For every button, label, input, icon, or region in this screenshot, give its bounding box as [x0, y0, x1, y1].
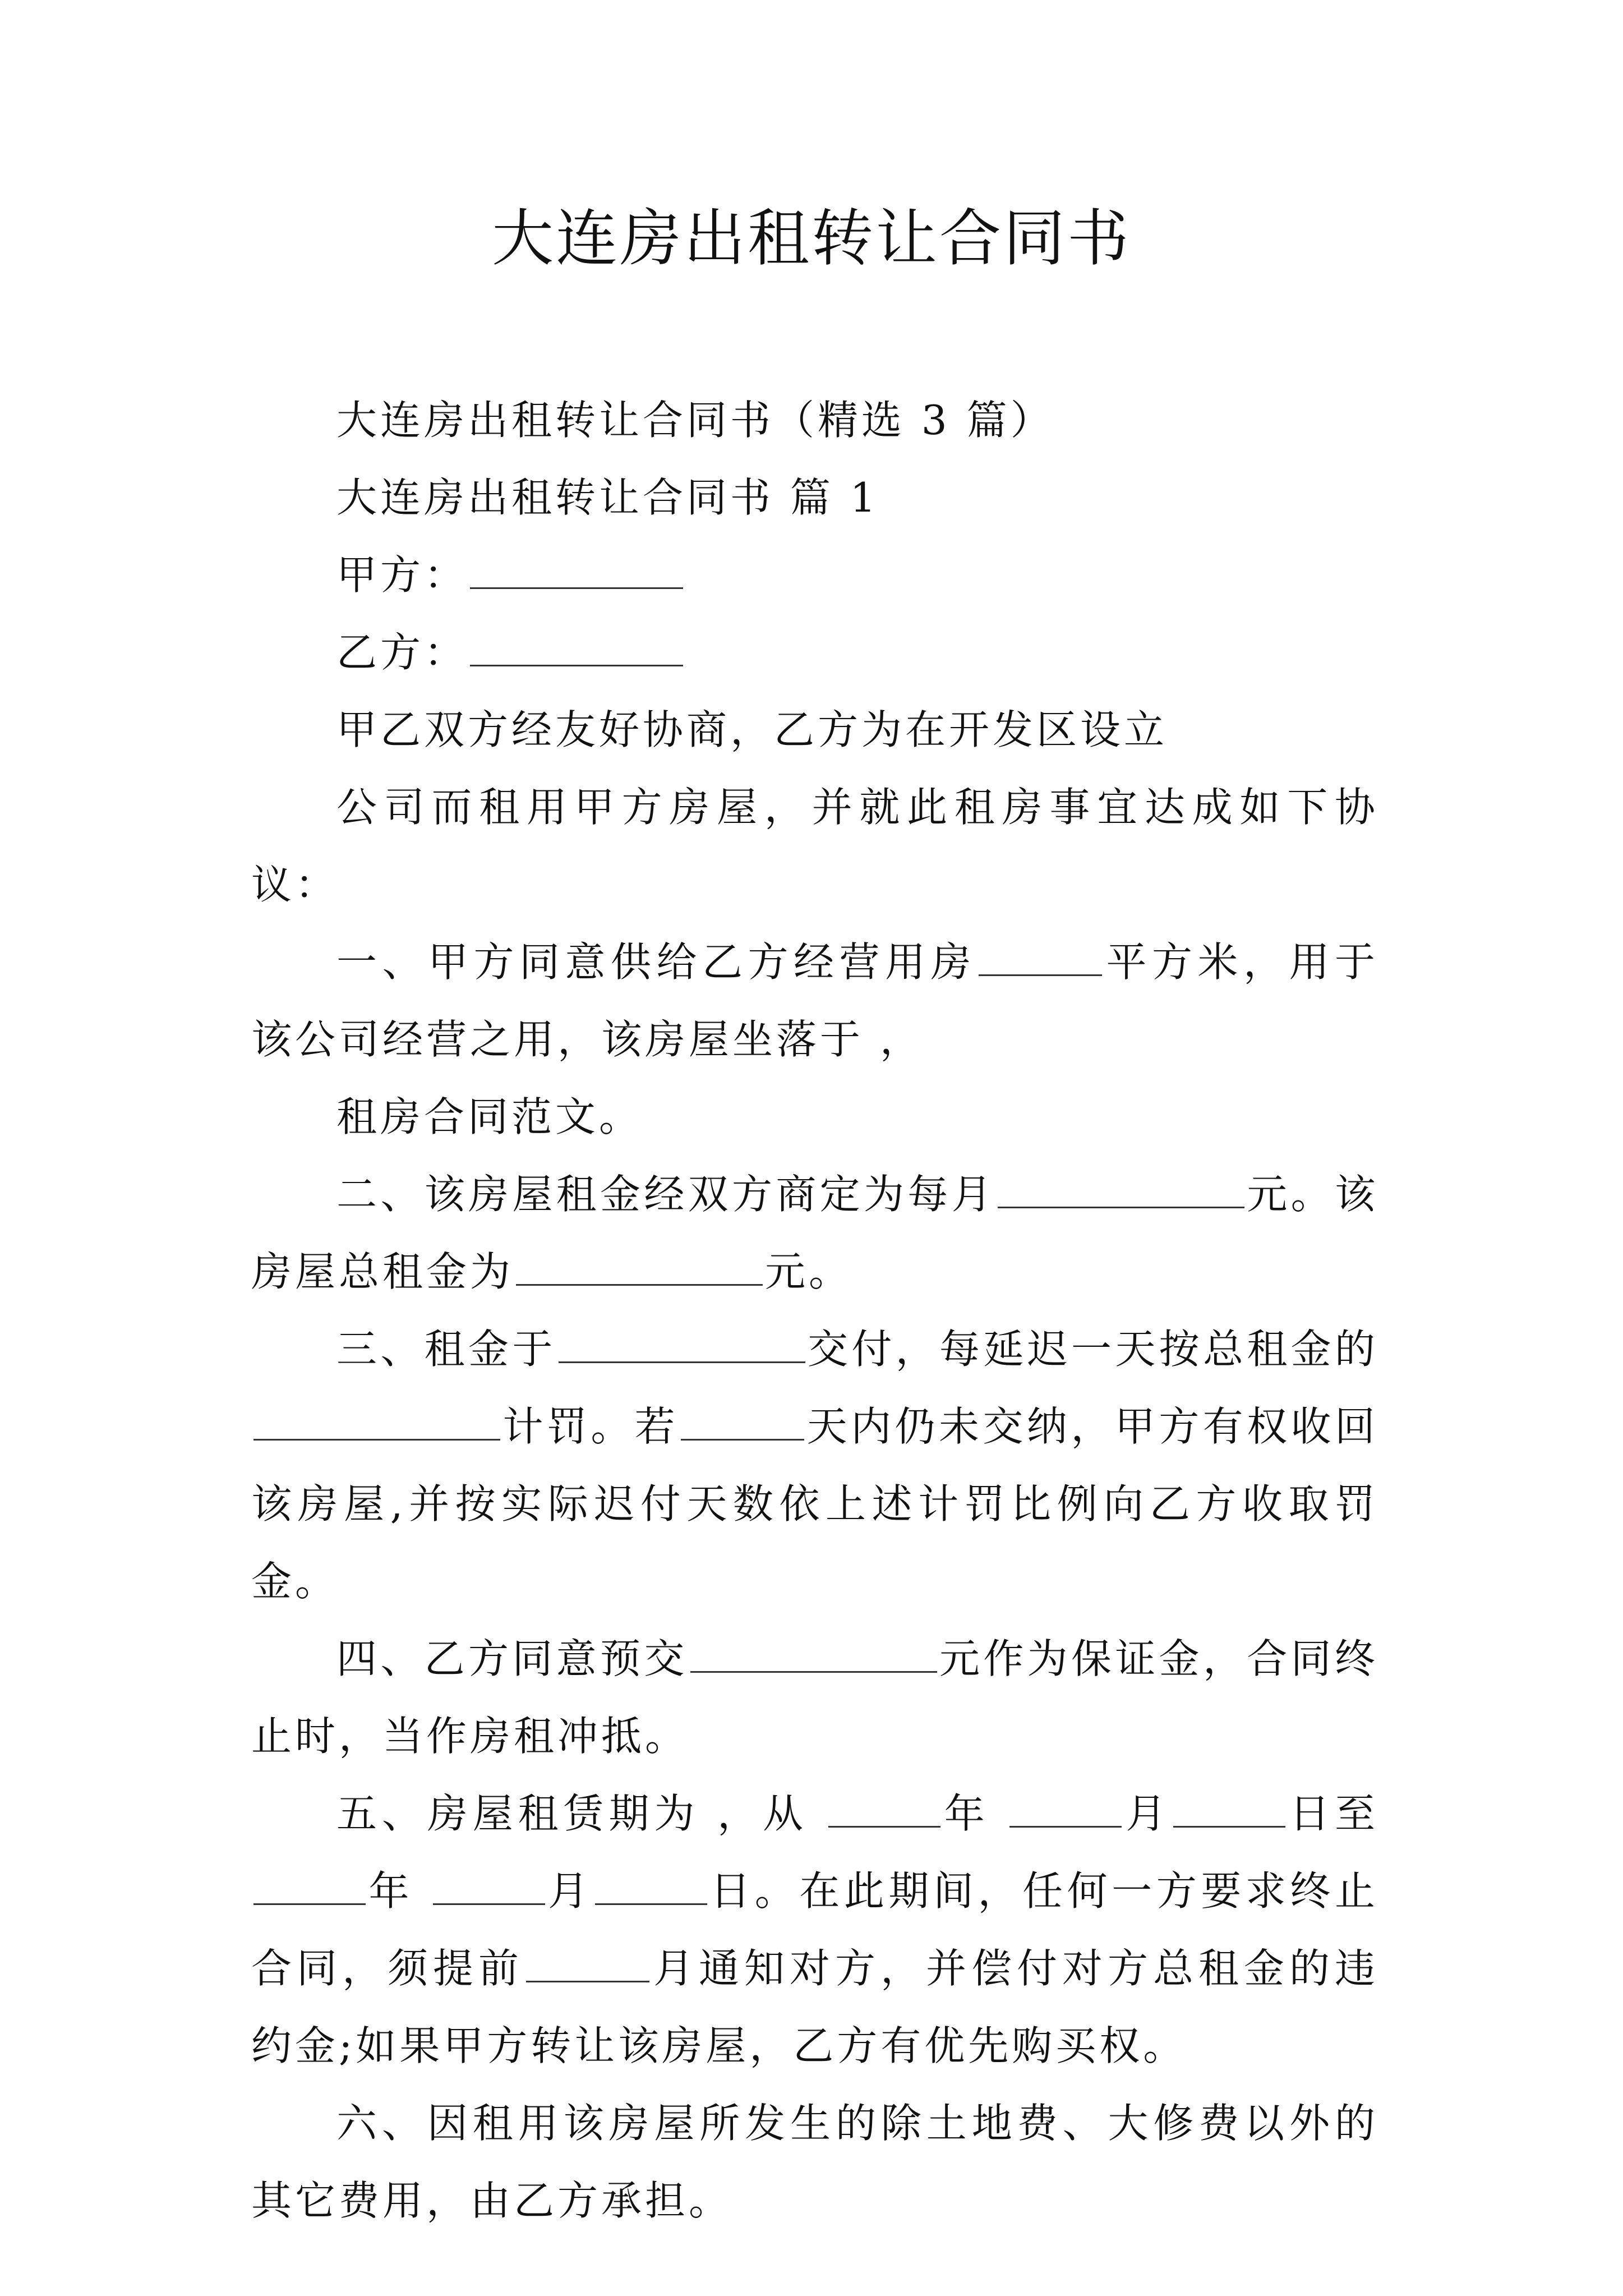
area-blank: [979, 942, 1102, 976]
total-rent-blank: [516, 1251, 763, 1286]
clause-3-text-b: 交付，每延迟一天按总租金的: [807, 1326, 1378, 1373]
party-b-blank: [470, 632, 683, 666]
penalty-rate-blank: [253, 1406, 500, 1441]
clause-2-text-c: 元。: [765, 1248, 853, 1295]
party-a-label: 甲方：: [336, 551, 468, 599]
clause-5-day-1: 日至: [1288, 1790, 1378, 1837]
clause-5-year-2: 年: [368, 1867, 431, 1915]
clause-4-text-b: 元作为保证金，合同终止时，当作房租冲抵。: [251, 1635, 1378, 1760]
clause-3-text-d: 天内仍未交纳，甲方有权收回该房屋,并按实际迟付天数依上述计罚比例向乙方收取罚金。: [251, 1403, 1378, 1605]
clause-1-text-a: 一、甲方同意供给乙方经营用房: [336, 938, 976, 986]
start-day-blank: [1173, 1793, 1285, 1828]
end-day-blank: [595, 1871, 707, 1905]
document-body: [251, 381, 1378, 2239]
start-month-blank: [1009, 1793, 1122, 1828]
start-year-blank: [828, 1793, 940, 1828]
clause-4-text-a: 四、乙方同意预交: [336, 1635, 688, 1682]
clause-5-text-a: 五、房屋租赁期为 ，从: [336, 1790, 826, 1837]
clause-5-text-b: 日。在此期间，任何一方要求终止合同，须提前: [251, 1867, 1378, 1992]
intro-line-2: 公司而租用甲方房屋，并就此租房事宜达成如下协议：: [251, 784, 1378, 908]
section-heading: 大连房出租转让合同书 篇 1: [336, 474, 879, 521]
clause-4: [251, 1620, 1378, 1775]
end-year-blank: [253, 1871, 366, 1905]
clause-2-text-b: 元。该房屋总租金为: [251, 1171, 1378, 1295]
clause-1-note: 租房合同范文。: [336, 1093, 643, 1140]
clause-3-text-a: 三、租金于: [336, 1326, 556, 1373]
grace-days-blank: [681, 1406, 804, 1441]
document-title: 大连房出租转让合同书: [492, 203, 1131, 274]
clause-3-text-c: 计罚。若: [502, 1403, 679, 1450]
clause-1-text-b: 平方米，用于该公司经营之用，该房屋坐落于 ，: [251, 938, 1378, 1063]
clause-5-month-2: 月: [547, 1867, 593, 1915]
clause-2: [251, 1156, 1378, 1310]
party-b-label: 乙方：: [336, 629, 468, 676]
clause-6: 六、因租用该房屋所发生的除土地费、大修费以外的其它费用，由乙方承担。: [251, 2100, 1378, 2224]
clause-5: [251, 1775, 1378, 2085]
party-a-blank: [470, 555, 683, 589]
clause-5-year-1: 年: [942, 1790, 1008, 1837]
clause-3: [251, 1310, 1378, 1620]
party-a-line: [251, 536, 1378, 614]
subtitle: 大连房出租转让合同书（精选 3 篇）: [336, 397, 1054, 444]
payment-date-blank: [559, 1329, 805, 1363]
deposit-blank: [690, 1639, 937, 1673]
clause-1: [251, 923, 1378, 1078]
monthly-rent-blank: [998, 1174, 1244, 1208]
clause-5-text-c: 月通知对方，并偿付对方总租金的违约金;如果甲方转让该房屋，乙方有优先购买权。: [251, 1945, 1378, 2069]
intro-line: 甲乙双方经友好协商，乙方为在开发区设立: [336, 706, 1168, 753]
end-month-blank: [433, 1871, 545, 1905]
notice-months-blank: [526, 1948, 649, 1982]
party-b-line: [251, 614, 1378, 691]
clause-5-month-1: 月: [1124, 1790, 1172, 1837]
clause-2-text-a: 二、该房屋租金经双方商定为每月: [336, 1171, 995, 1218]
